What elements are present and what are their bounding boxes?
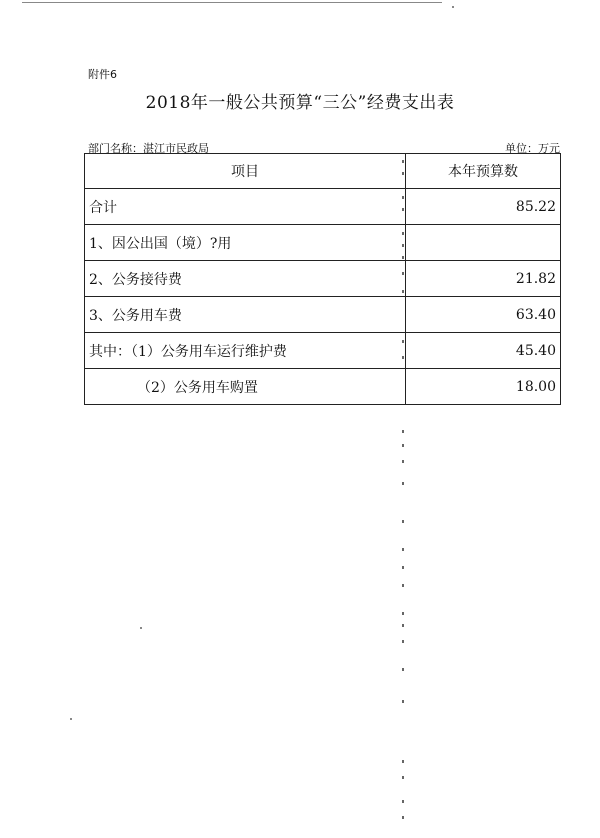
row-item: 其中：（1）公务用车运行维护费 [85,333,406,369]
row-value: 63.40 [406,297,561,333]
fold-dot [402,520,404,523]
fold-dot [402,256,404,259]
fold-dot [402,776,404,779]
unit-label: 单位：万元 [505,142,560,155]
row-item: 合计 [85,189,406,225]
fold-dot [402,160,404,163]
row-value: 21.82 [406,261,561,297]
row-item: 3、公务用车费 [85,297,406,333]
scan-speck [70,718,72,720]
header-budget: 本年预算数 [406,154,561,189]
fold-dot [402,612,404,615]
scan-fold-mark [402,0,404,838]
fold-dot [402,700,404,703]
fold-dot [402,548,404,551]
table-row [85,333,561,369]
fold-dot [402,668,404,671]
scan-top-edge [22,2,442,3]
row-value: 85.22 [406,189,561,225]
fold-dot [402,272,404,275]
fold-dot [402,430,404,433]
budget-table [84,153,561,405]
fold-dot [402,340,404,343]
table-row [85,261,561,297]
fold-dot [402,196,404,199]
fold-dot [402,172,404,175]
row-value [406,225,561,261]
row-item: 2、公务接待费 [85,261,406,297]
table-row [85,297,561,333]
attachment-label: 附件6 [88,68,117,81]
row-value: 18.00 [406,369,561,405]
fold-dot [402,460,404,463]
fold-dot [402,624,404,627]
header-item: 项目 [85,154,406,189]
fold-dot [402,760,404,763]
table-row [85,189,561,225]
row-item: （2）公务用车购置 [85,369,406,405]
row-item: 1、因公出国（境）?用 [85,225,406,261]
fold-dot [402,244,404,247]
department-name: 部门名称：湛江市民政局 [88,142,209,155]
table-row [85,369,561,405]
fold-dot [402,800,404,803]
table-row [85,225,561,261]
table-header-row [85,154,561,189]
page-title: 2018年一般公共预算“三公”经费支出表 [145,93,455,113]
scan-speck [452,6,454,8]
fold-dot [402,566,404,569]
row-value: 45.40 [406,333,561,369]
fold-dot [402,640,404,643]
fold-dot [402,816,404,819]
fold-dot [402,232,404,235]
fold-dot [402,584,404,587]
fold-dot [402,482,404,485]
fold-dot [402,208,404,211]
fold-dot [402,290,404,293]
fold-dot [402,444,404,447]
scan-speck [140,627,142,629]
fold-dot [402,356,404,359]
